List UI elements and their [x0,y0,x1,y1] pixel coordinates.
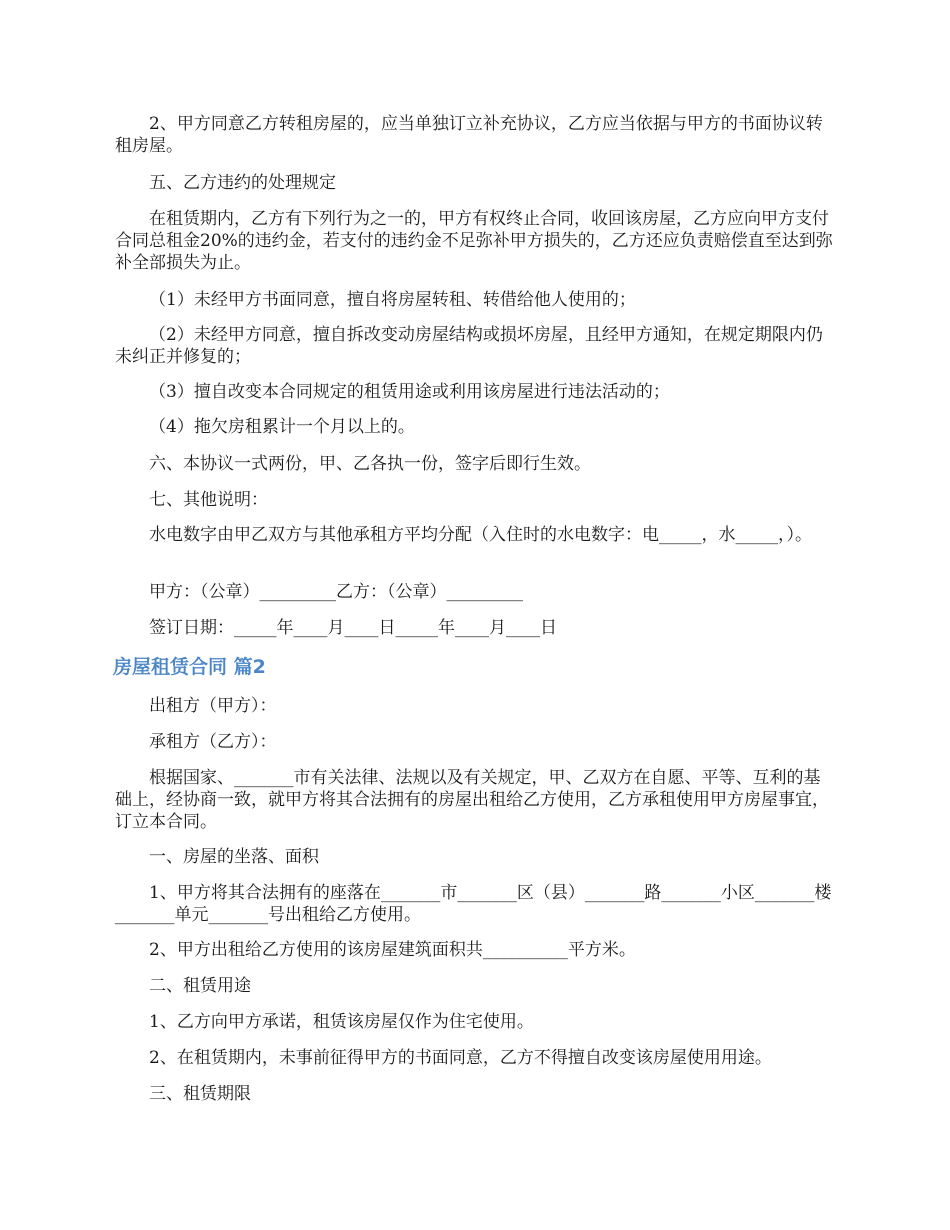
breach-item-2: （2）未经甲方同意，擅自拆改变动房屋结构或损坏房屋，且经甲方通知，在规定期限内仍未纠正并修复的； [115,325,823,367]
breach-item-1: （1）未经甲方书面同意，擅自将房屋转租、转借给他人使用的； [149,290,636,310]
section-heading-other: 七、其他说明： [149,490,268,510]
breach-item-4: （4）拖欠房租累计一个月以上的。 [149,417,415,437]
signature-line: 甲方：（公章）_________乙方：（公章）_________ [149,582,523,602]
breach-intro-paragraph: 在租赁期内，乙方有下列行为之一的，甲方有权终止合同，收回该房屋，乙方应向甲方支付合同总租金20%的违约金，若支付的违约金不足弥补甲方损失的，乙方还应负责赔偿直至达到弥补全部损失为止。 [115,209,833,273]
utilities-paragraph: 水电数字由甲乙双方与其他承租方平均分配（入住时的水电数字：电_____，水_____，）。 [149,525,812,545]
section-heading-copies: 六、本协议一式两份，甲、乙各执一份，签字后即行生效。 [149,454,591,474]
clause-residential-use: 1、乙方向甲方承诺，租赁该房屋仅作为住宅使用。 [149,1012,534,1032]
clause-use-change: 2、在租赁期内，未事前征得甲方的书面同意，乙方不得擅自改变该房屋使用用途。 [149,1048,772,1068]
section-heading-breach: 五、乙方违约的处理规定 [149,173,336,193]
section-heading-term: 三、租赁期限 [149,1084,251,1104]
signing-date-line: 签订日期：_____年____月____日_____年____月____日 [149,618,557,638]
lessee-line: 承租方（乙方）： [149,732,277,752]
clause-location: 1、甲方将其合法拥有的座落在_______市_______区（县）_______路_______小区_______楼_______单元_______号出租给乙方使用。 [115,883,832,925]
clause-sublet-agreement: 2、甲方同意乙方转租房屋的，应当单独订立补充协议，乙方应当依据与甲方的书面协议转租房屋。 [115,114,823,156]
contract-title-part-2: 房屋租赁合同 篇2 [113,656,266,678]
section-heading-location: 一、房屋的坐落、面积 [149,847,319,867]
breach-item-3: （3）擅自改变本合同规定的租赁用途或利用该房屋进行违法活动的； [149,382,670,402]
contract-intro-paragraph: 根据国家、_______市有关法律、法规以及有关规定，甲、乙双方在自愿、平等、互利的基础上，经协商一致，就甲方将其合法拥有的房屋出租给乙方使用，乙方承租使用甲方房屋事宜，订立本合同。 [115,768,829,832]
section-heading-use: 二、租赁用途 [149,976,251,996]
lessor-line: 出租方（甲方）： [149,696,277,716]
clause-area: 2、甲方出租给乙方使用的该房屋建筑面积共__________平方米。 [149,940,636,960]
